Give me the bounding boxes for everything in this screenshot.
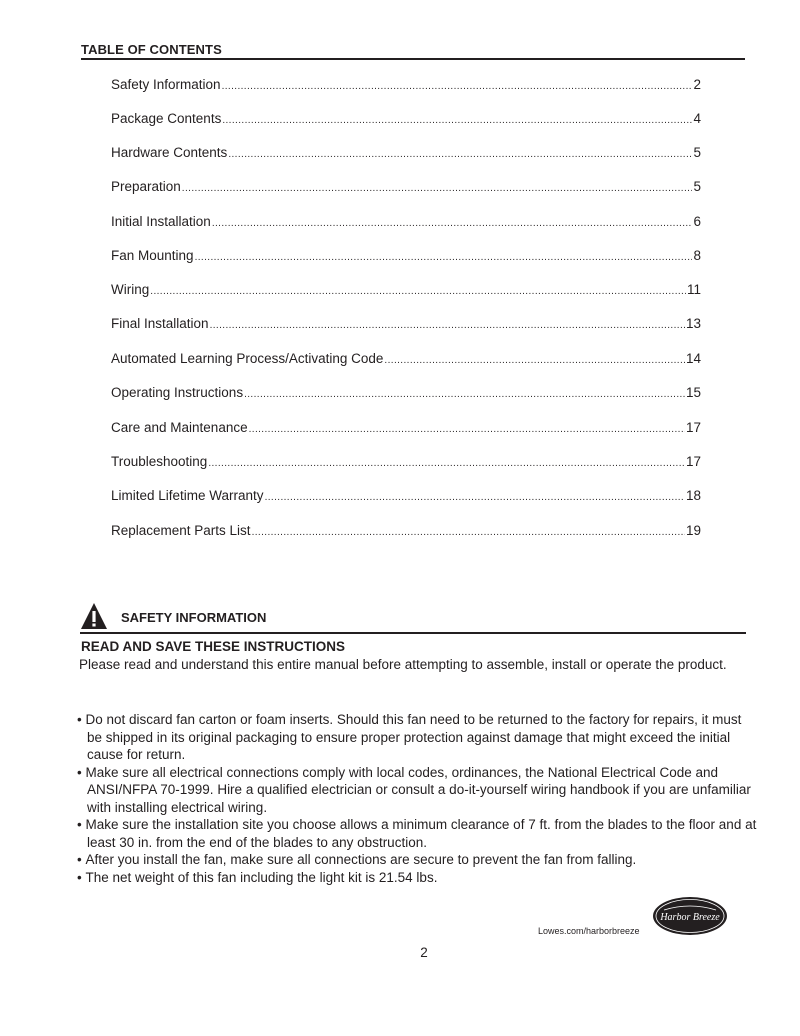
toc-entry-title: Operating Instructions [111, 385, 244, 400]
read-save-heading: READ AND SAVE THESE INSTRUCTIONS [81, 639, 346, 654]
toc-leader-dots [222, 78, 693, 94]
toc-entry-title: Initial Installation [111, 214, 211, 229]
toc-entry-title: Troubleshooting [111, 454, 208, 469]
toc-entry-page: 17 [685, 420, 701, 435]
toc-leader-dots [265, 489, 685, 505]
toc-entry-page: 5 [693, 179, 701, 194]
toc-entry-page: 2 [693, 77, 701, 92]
toc-entry [111, 487, 701, 505]
toc-leader-dots [228, 146, 692, 162]
toc-entry-title: Fan Mounting [111, 248, 194, 263]
toc-entry [111, 384, 701, 402]
toc-entry-page: 11 [686, 282, 701, 297]
toc-leader-dots [384, 352, 685, 368]
toc-entry-title: Final Installation [111, 316, 209, 331]
safety-bullet: • The net weight of this fan including the light kit is 21.54 lbs. [77, 869, 757, 887]
toc-entry [111, 144, 701, 162]
warning-triangle-icon [80, 602, 108, 630]
toc-entry-title: Package Contents [111, 111, 222, 126]
safety-bullet: • Make sure the installation site you choose allows a minimum clearance of 7 ft. from the blades to the floor and at least 30 in. from the end of the blades to any obstruction. [77, 816, 757, 851]
page-number: 2 [420, 945, 428, 960]
toc-entry-title: Preparation [111, 179, 181, 194]
toc-entry-title: Automated Learning Process/Activating Code [111, 351, 384, 366]
toc-entry-title: Care and Maintenance [111, 420, 248, 435]
toc-entry [111, 281, 701, 299]
safety-bullet: • Do not discard fan carton or foam inserts. Should this fan need to be returned to the factory for repairs, it must be shipped in its original packaging to ensure proper protection against damage that might exceed the initial cause for return. [77, 711, 757, 764]
toc-entry-title: Hardware Contents [111, 145, 228, 160]
toc-entry [111, 76, 701, 94]
website-url: Lowes.com/harborbreeze [538, 926, 640, 936]
toc-leader-dots [212, 215, 693, 231]
safety-bullet: • Make sure all electrical connections comply with local codes, ordinances, the National Electrical Code and ANSI/NFPA 70-1999. Hire a qualified electrician or consult a do-it-yourself wiring handbook if you are unfamiliar with installing electrical wiring. [77, 764, 757, 817]
toc-entry [111, 453, 701, 471]
toc-leader-dots [195, 249, 693, 265]
toc-leader-dots [150, 283, 686, 299]
safety-bullet-list [77, 711, 757, 886]
toc-entry [111, 522, 701, 540]
toc-entry-page: 15 [685, 385, 701, 400]
toc-leader-dots [208, 455, 685, 471]
toc-entry-page: 19 [685, 523, 701, 538]
safety-section-header [80, 602, 746, 634]
toc-leader-dots [210, 317, 685, 333]
toc-entry-title: Limited Lifetime Warranty [111, 488, 264, 503]
toc-entry-page: 14 [685, 351, 701, 366]
toc-leader-dots [252, 524, 685, 540]
toc-leader-dots [182, 180, 693, 196]
toc-entry [111, 315, 701, 333]
toc-leader-dots [244, 386, 685, 402]
toc-entry [111, 419, 701, 437]
harbor-breeze-logo [652, 896, 728, 936]
toc-entry [111, 247, 701, 265]
toc-leader-dots [249, 421, 685, 437]
toc-entry-page: 18 [685, 488, 701, 503]
toc-entry-page: 17 [685, 454, 701, 469]
toc-leader-dots [222, 112, 692, 128]
logo-brand-text: Harbor Breeze [660, 912, 720, 923]
toc-entry [111, 350, 701, 368]
toc-entry-page: 13 [685, 316, 701, 331]
safety-title: SAFETY INFORMATION [121, 610, 267, 625]
toc-entry-title: Safety Information [111, 77, 221, 92]
safety-intro: Please read and understand this entire manual before attempting to assemble, install or operate the product. [79, 657, 727, 672]
toc-entry [111, 178, 701, 196]
toc-entry-title: Replacement Parts List [111, 523, 251, 538]
toc-entry-page: 6 [693, 214, 701, 229]
toc-heading: TABLE OF CONTENTS [81, 42, 745, 60]
toc-entry [111, 110, 701, 128]
toc-entry-page: 5 [693, 145, 701, 160]
toc-entry-page: 4 [693, 111, 701, 126]
toc-entry-page: 8 [693, 248, 701, 263]
toc-entry [111, 213, 701, 231]
safety-bullet: • After you install the fan, make sure all connections are secure to prevent the fan from falling. [77, 851, 757, 869]
toc-entry-title: Wiring [111, 282, 150, 297]
